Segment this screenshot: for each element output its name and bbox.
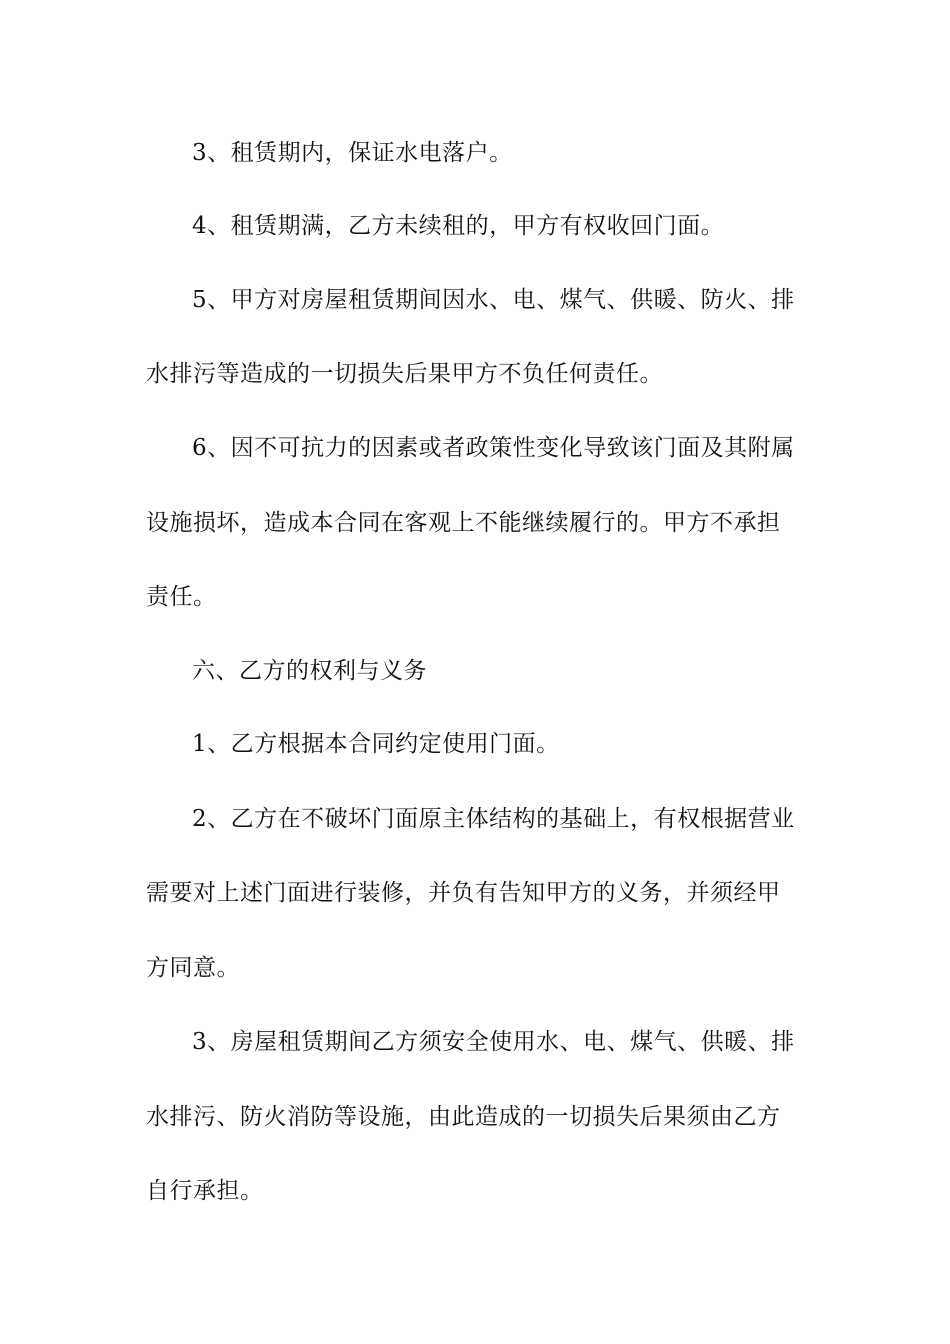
clause-5-6-line-2: 设施损坏，造成本合同在客观上不能继续履行的。甲方不承担	[146, 510, 781, 536]
clause-6-3-line-1: 3、房屋租赁期间乙方须安全使用水、电、煤气、供暖、排	[192, 1029, 795, 1055]
clause-5-6-line-3: 责任。	[146, 584, 217, 610]
clause-5-6-line-1: 6、因不可抗力的因素或者政策性变化导致该门面及其附属	[192, 435, 795, 461]
clause-5-3: 3、租赁期内，保证水电落户。	[192, 140, 513, 166]
clause-6-2-line-3: 方同意。	[146, 955, 240, 981]
clause-6-3-line-2: 水排污、防火消防等设施，由此造成的一切损失后果须由乙方	[146, 1104, 781, 1130]
clause-5-4: 4、租赁期满，乙方未续租的，甲方有权收回门面。	[192, 213, 725, 239]
clause-6-2-line-1: 2、乙方在不破坏门面原主体结构的基础上，有权根据营业	[192, 806, 795, 832]
clause-6-3-line-3: 自行承担。	[146, 1178, 264, 1204]
clause-6-1: 1、乙方根据本合同约定使用门面。	[192, 731, 560, 757]
clause-6-2-line-2: 需要对上述门面进行装修，并负有告知甲方的义务，并须经甲	[146, 880, 781, 906]
section-6-heading: 六、乙方的权利与义务	[192, 658, 427, 684]
clause-5-5-line-1: 5、甲方对房屋租赁期间因水、电、煤气、供暖、防火、排	[192, 287, 795, 313]
clause-5-5-line-2: 水排污等造成的一切损失后果甲方不负任何责任。	[146, 361, 663, 387]
